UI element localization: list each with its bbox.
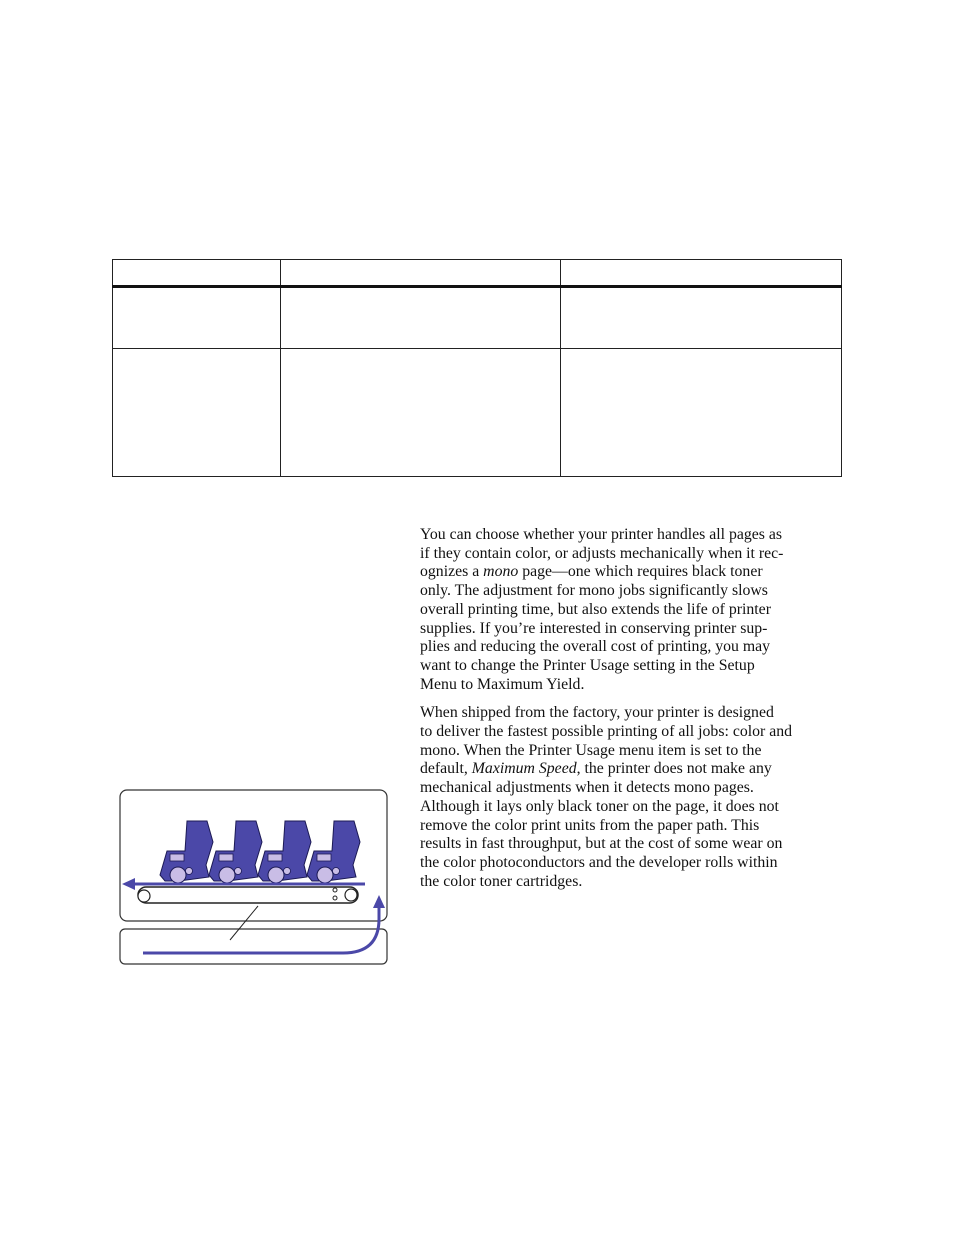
emphasis-text: Maximum Speed [471,760,577,778]
text-line: supplies. If you’re interested in conserving printer sup- [420,619,768,637]
photoconductor-drum [317,867,333,883]
body-paragraph [420,526,840,694]
text-line: results in fast throughput, but at the cost of some wear on [420,835,783,853]
paper-path-illustration [117,787,389,967]
settings-table [112,259,842,477]
table-header-cell [113,260,281,287]
photoconductor-drum [268,867,284,883]
text-line: to deliver the fastest possible printing of all jobs: color and [420,723,793,741]
text-segment: page—one which requires black toner [518,563,763,581]
body-paragraph [420,704,840,891]
text-line: if they contain color, or adjusts mechanically when it rec- [420,544,784,562]
table-header-row [113,260,842,287]
developer-roll [186,868,193,875]
photoconductor-drum [170,867,186,883]
table-cell [561,349,842,477]
text-line: mono. When the Printer Usage menu item is set to the [420,741,762,759]
text-line [420,760,840,779]
belt-roller [333,888,337,892]
text-line: remove the color print units from the paper path. This [420,816,760,834]
text-line: the color photoconductors and the developer rolls within [420,853,778,871]
text-segment: ognizes a [420,563,484,581]
body-text [420,526,840,901]
table-row [113,287,842,349]
table-cell [113,287,281,349]
belt-roller [345,889,357,901]
text-line [420,563,840,582]
text-line: Menu to Maximum Yield. [420,675,585,693]
text-line: the color toner cartridges. [420,872,583,890]
belt-roller [333,896,337,900]
table-cell [281,349,561,477]
belt-roller [138,890,150,902]
table-header-cell [281,260,561,287]
emphasis-text: mono [483,563,519,581]
text-line: only. The adjustment for mono jobs significantly slows [420,582,768,600]
table-row [113,349,842,477]
transfer-belt [138,887,358,903]
text-line: mechanical adjustments when it detects mono pages. [420,779,754,797]
text-line: Although it lays only black toner on the page, it does not [420,797,779,815]
text-line: plies and reducing the overall cost of printing, you may [420,638,771,656]
text-line: overall printing time, but also extends the life of printer [420,600,771,618]
cartridge-label [170,854,184,861]
developer-roll [235,868,242,875]
photoconductor-drum [219,867,235,883]
table-cell [113,349,281,477]
cartridge-label [317,854,331,861]
paper-tray [120,929,387,964]
text-segment: default, [420,760,472,778]
text-line: You can choose whether your printer handles all pages as [420,526,783,543]
cartridge-label [219,854,233,861]
developer-roll [333,868,340,875]
table-cell [281,287,561,349]
table-header-cell [561,260,842,287]
table-cell [561,287,842,349]
developer-roll [284,868,291,875]
text-line: want to change the Printer Usage setting in the Setup [420,656,755,674]
text-segment: , the printer does not make any [576,760,772,778]
cartridge-label [268,854,282,861]
text-line: When shipped from the factory, your printer is designed [420,704,774,722]
